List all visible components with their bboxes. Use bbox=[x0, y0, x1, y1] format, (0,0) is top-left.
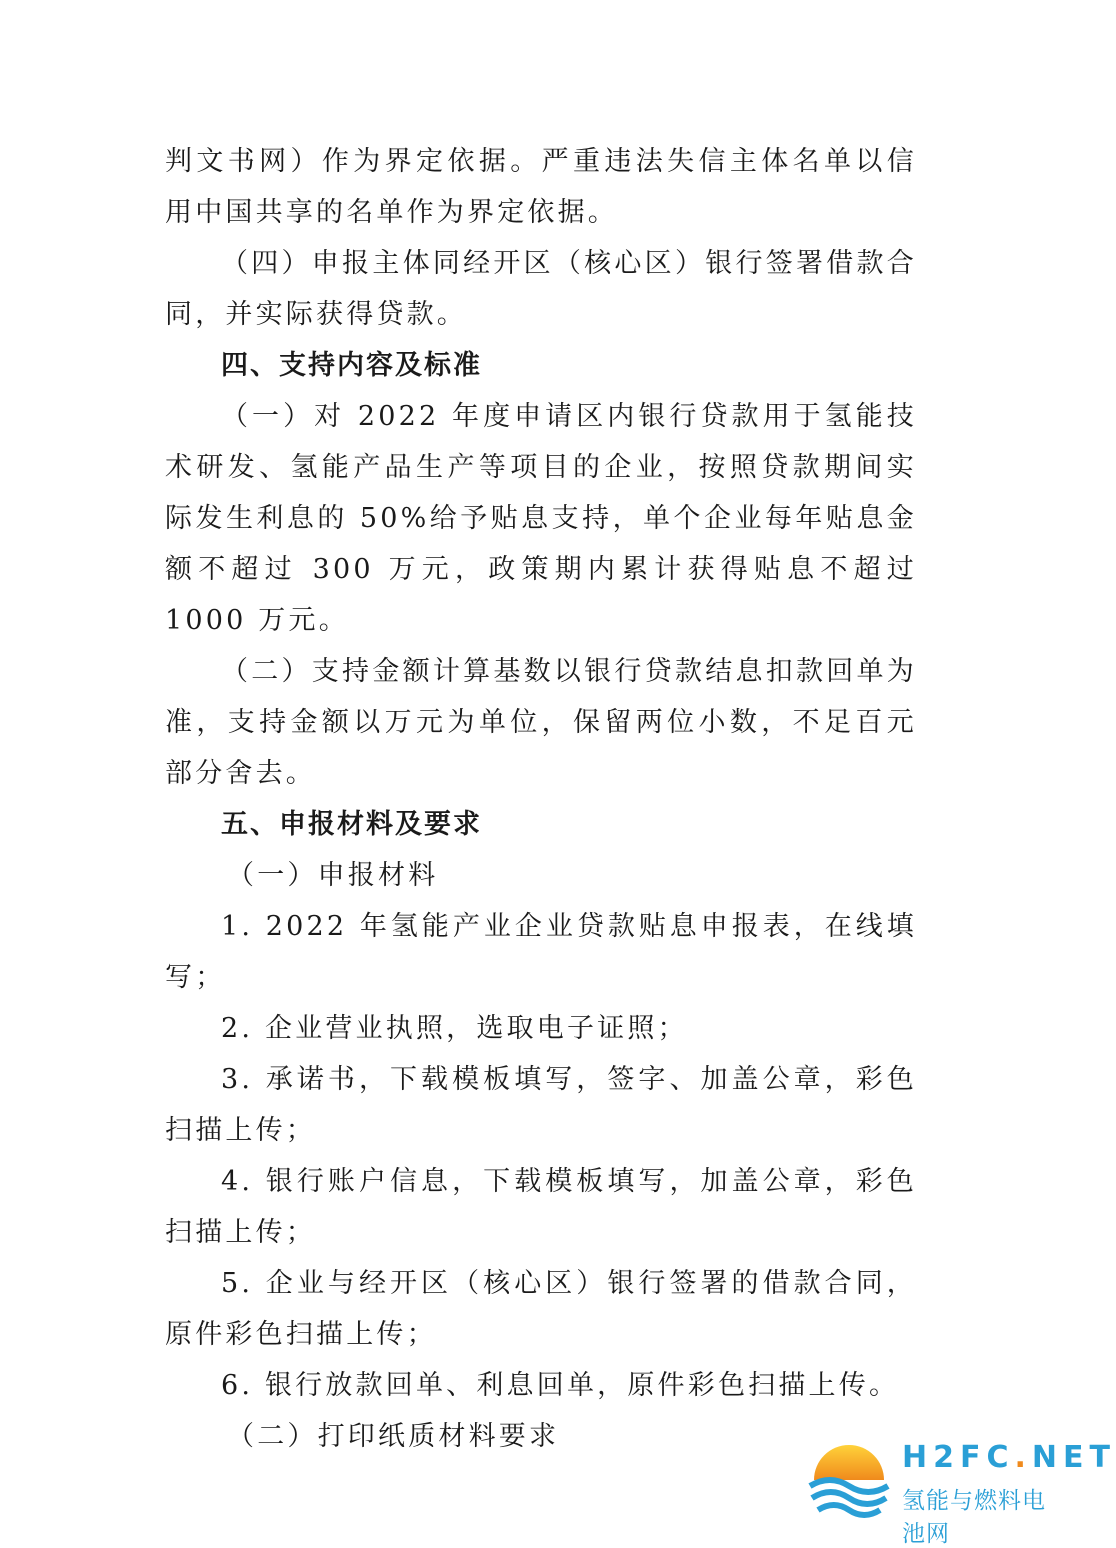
paragraph-item-4: （四）申报主体同经开区（核心区）银行签署借款合同，并实际获得贷款。 bbox=[165, 248, 917, 330]
watermark-brand bbox=[902, 1440, 1116, 1475]
section-heading-5: 五、申报材料及要求 bbox=[221, 809, 482, 840]
watermark-brand-tld: NET bbox=[1031, 1440, 1116, 1475]
watermark-brand-dot: . bbox=[1014, 1440, 1032, 1475]
list-item-3: 3. 承诺书，下载模板填写，签字、加盖公章，彩色扫描上传； bbox=[165, 1064, 917, 1146]
paragraph-support-2: （二）支持金额计算基数以银行贷款结息扣款回单为准，支持金额以万元为单位，保留两位小数，不足百元部分舍去。 bbox=[165, 656, 917, 789]
watermark-brand-main: H2FC bbox=[902, 1440, 1015, 1475]
watermark-tagline: 氢能与燃料电池网 bbox=[902, 1488, 1046, 1547]
section-heading-4: 四、支持内容及标准 bbox=[221, 350, 482, 381]
list-item-5: 5. 企业与经开区（核心区）银行签署的借款合同，原件彩色扫描上传； bbox=[165, 1268, 917, 1350]
list-item-2: 2. 企业营业执照，选取电子证照； bbox=[221, 1013, 688, 1044]
watermark-logo bbox=[806, 1436, 1116, 1547]
subheading-materials: （一）申报材料 bbox=[227, 860, 439, 891]
subheading-print-requirements: （二）打印纸质材料要求 bbox=[227, 1421, 560, 1452]
list-item-4: 4. 银行账户信息，下载模板填写，加盖公章，彩色扫描上传； bbox=[165, 1166, 917, 1248]
paragraph-support-1: （一）对 2022 年度申请区内银行贷款用于氢能技术研发、氢能产品生产等项目的企业，按照贷款期间实际发生利息的 50%给予贴息支持，单个企业每年贴息金额不超过 300 万元，政策期内累计获得贴息不超过 1000 万元。 bbox=[165, 401, 917, 636]
list-item-1: 1. 2022 年氢能产业企业贷款贴息申报表，在线填写； bbox=[165, 911, 917, 993]
document-body bbox=[165, 136, 917, 1462]
wave-sun-logo-icon bbox=[806, 1436, 892, 1520]
list-item-6: 6. 银行放款回单、利息回单，原件彩色扫描上传。 bbox=[221, 1370, 900, 1401]
paragraph-continuation: 判文书网）作为界定依据。严重违法失信主体名单以信用中国共享的名单作为界定依据。 bbox=[165, 146, 917, 228]
